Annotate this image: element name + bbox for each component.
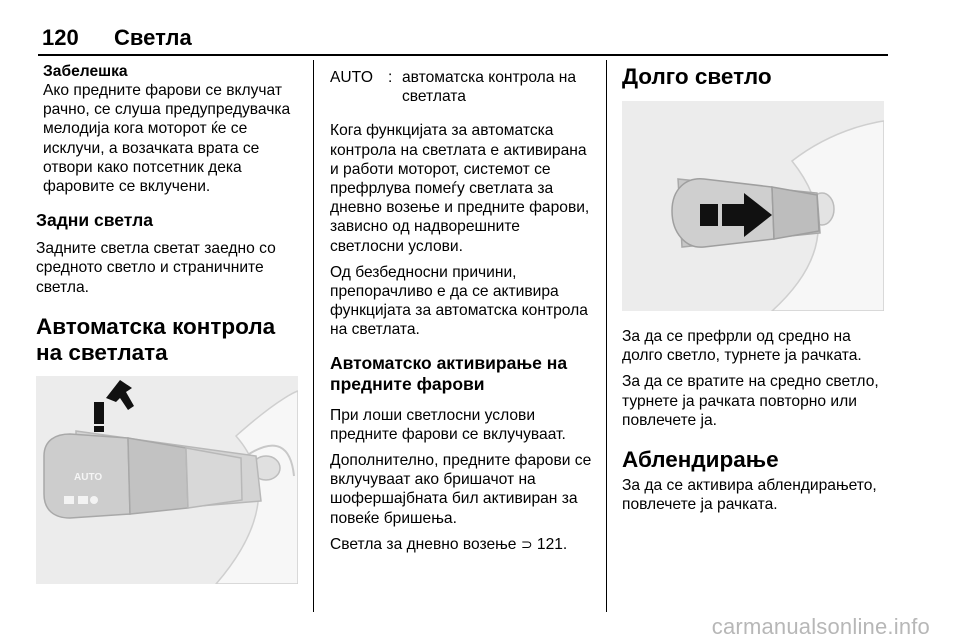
auto-paragraph-2: Од безбедносни причини, препорачливо е да се активира функцијата за автоматска контрола на светлата. — [330, 263, 588, 339]
page-reference-icon: ⊃ — [520, 535, 533, 552]
flash-paragraph: За да се активира аблендирањето, повлечете ја рачката. — [622, 477, 877, 514]
high-beam-paragraph-1: За да се префрли од средно на долго светло, турнете ја рачката. — [622, 328, 862, 365]
daytime-lights-reference — [330, 535, 592, 554]
high-beam-illustration — [622, 101, 884, 311]
note-text: Ако предните фарови се вклучат рачно, се слуша предупредувачка мелодија кога моторот ќе се исклучи, а возачката врата се отвори како потсетник дека фаровите се вклучени. — [43, 82, 291, 196]
column-3 — [622, 62, 888, 514]
auto-headlights-heading: Автоматско активирање на предните фарови — [330, 352, 568, 394]
column-1 — [36, 62, 298, 584]
definition-term: AUTO — [330, 69, 374, 86]
figure-auto-label: AUTO — [74, 471, 103, 483]
flash-heading: Аблендирање — [622, 447, 779, 473]
column-divider-2 — [606, 60, 607, 612]
reference-text: Светла за дневно возење — [330, 535, 517, 553]
column-divider-1 — [313, 60, 314, 612]
auto-paragraph-4: Дополнително, предните фарови се вклучуваат ако бришачот на шофершајбната бил активиран за повеќе бришења. — [330, 452, 592, 527]
chapter-title: Светла — [114, 25, 192, 50]
high-beam-figure — [622, 101, 884, 311]
auto-definition — [330, 68, 592, 106]
tail-lights-text: Задните светла светат заедно со средното светло и страничните светла. — [36, 240, 276, 296]
definition-colon: : — [388, 69, 393, 86]
auto-paragraph-3: При лоши светлосни услови предните фарови се вклучуваат. — [330, 406, 566, 443]
push-arrow-tail-icon — [700, 204, 718, 226]
high-beam-paragraph-2: За да се вратите на средно светло, турнете ја рачката повторно или повлечете ја. — [622, 373, 879, 429]
definition-text: автоматска контрола на светлата — [402, 69, 577, 106]
page-header — [0, 0, 960, 56]
high-beam-heading: Долго светло — [622, 64, 772, 89]
note-title: Забелешка — [43, 63, 128, 80]
page-number: 120 — [42, 25, 79, 50]
rotate-arrow-stem-icon — [94, 402, 104, 424]
column-2 — [330, 62, 592, 554]
note-block — [36, 62, 298, 81]
tail-lights-heading: Задни светла — [36, 210, 153, 231]
reference-page: 121. — [536, 535, 568, 553]
light-switch-figure — [36, 376, 298, 584]
watermark: carmanualsonline.info — [711, 614, 930, 639]
light-switch-illustration — [36, 376, 298, 584]
auto-paragraph-1: Кога функцијата за автоматска контрола на светлата е активирана и работи моторот, системот се префрлува помеѓу светлата за дневно возење и предните фарови, зависно од надворешните светлосни услови. — [330, 122, 590, 255]
auto-light-heading: Автоматска контрола на светлата — [36, 313, 276, 365]
header-rule — [38, 54, 888, 56]
